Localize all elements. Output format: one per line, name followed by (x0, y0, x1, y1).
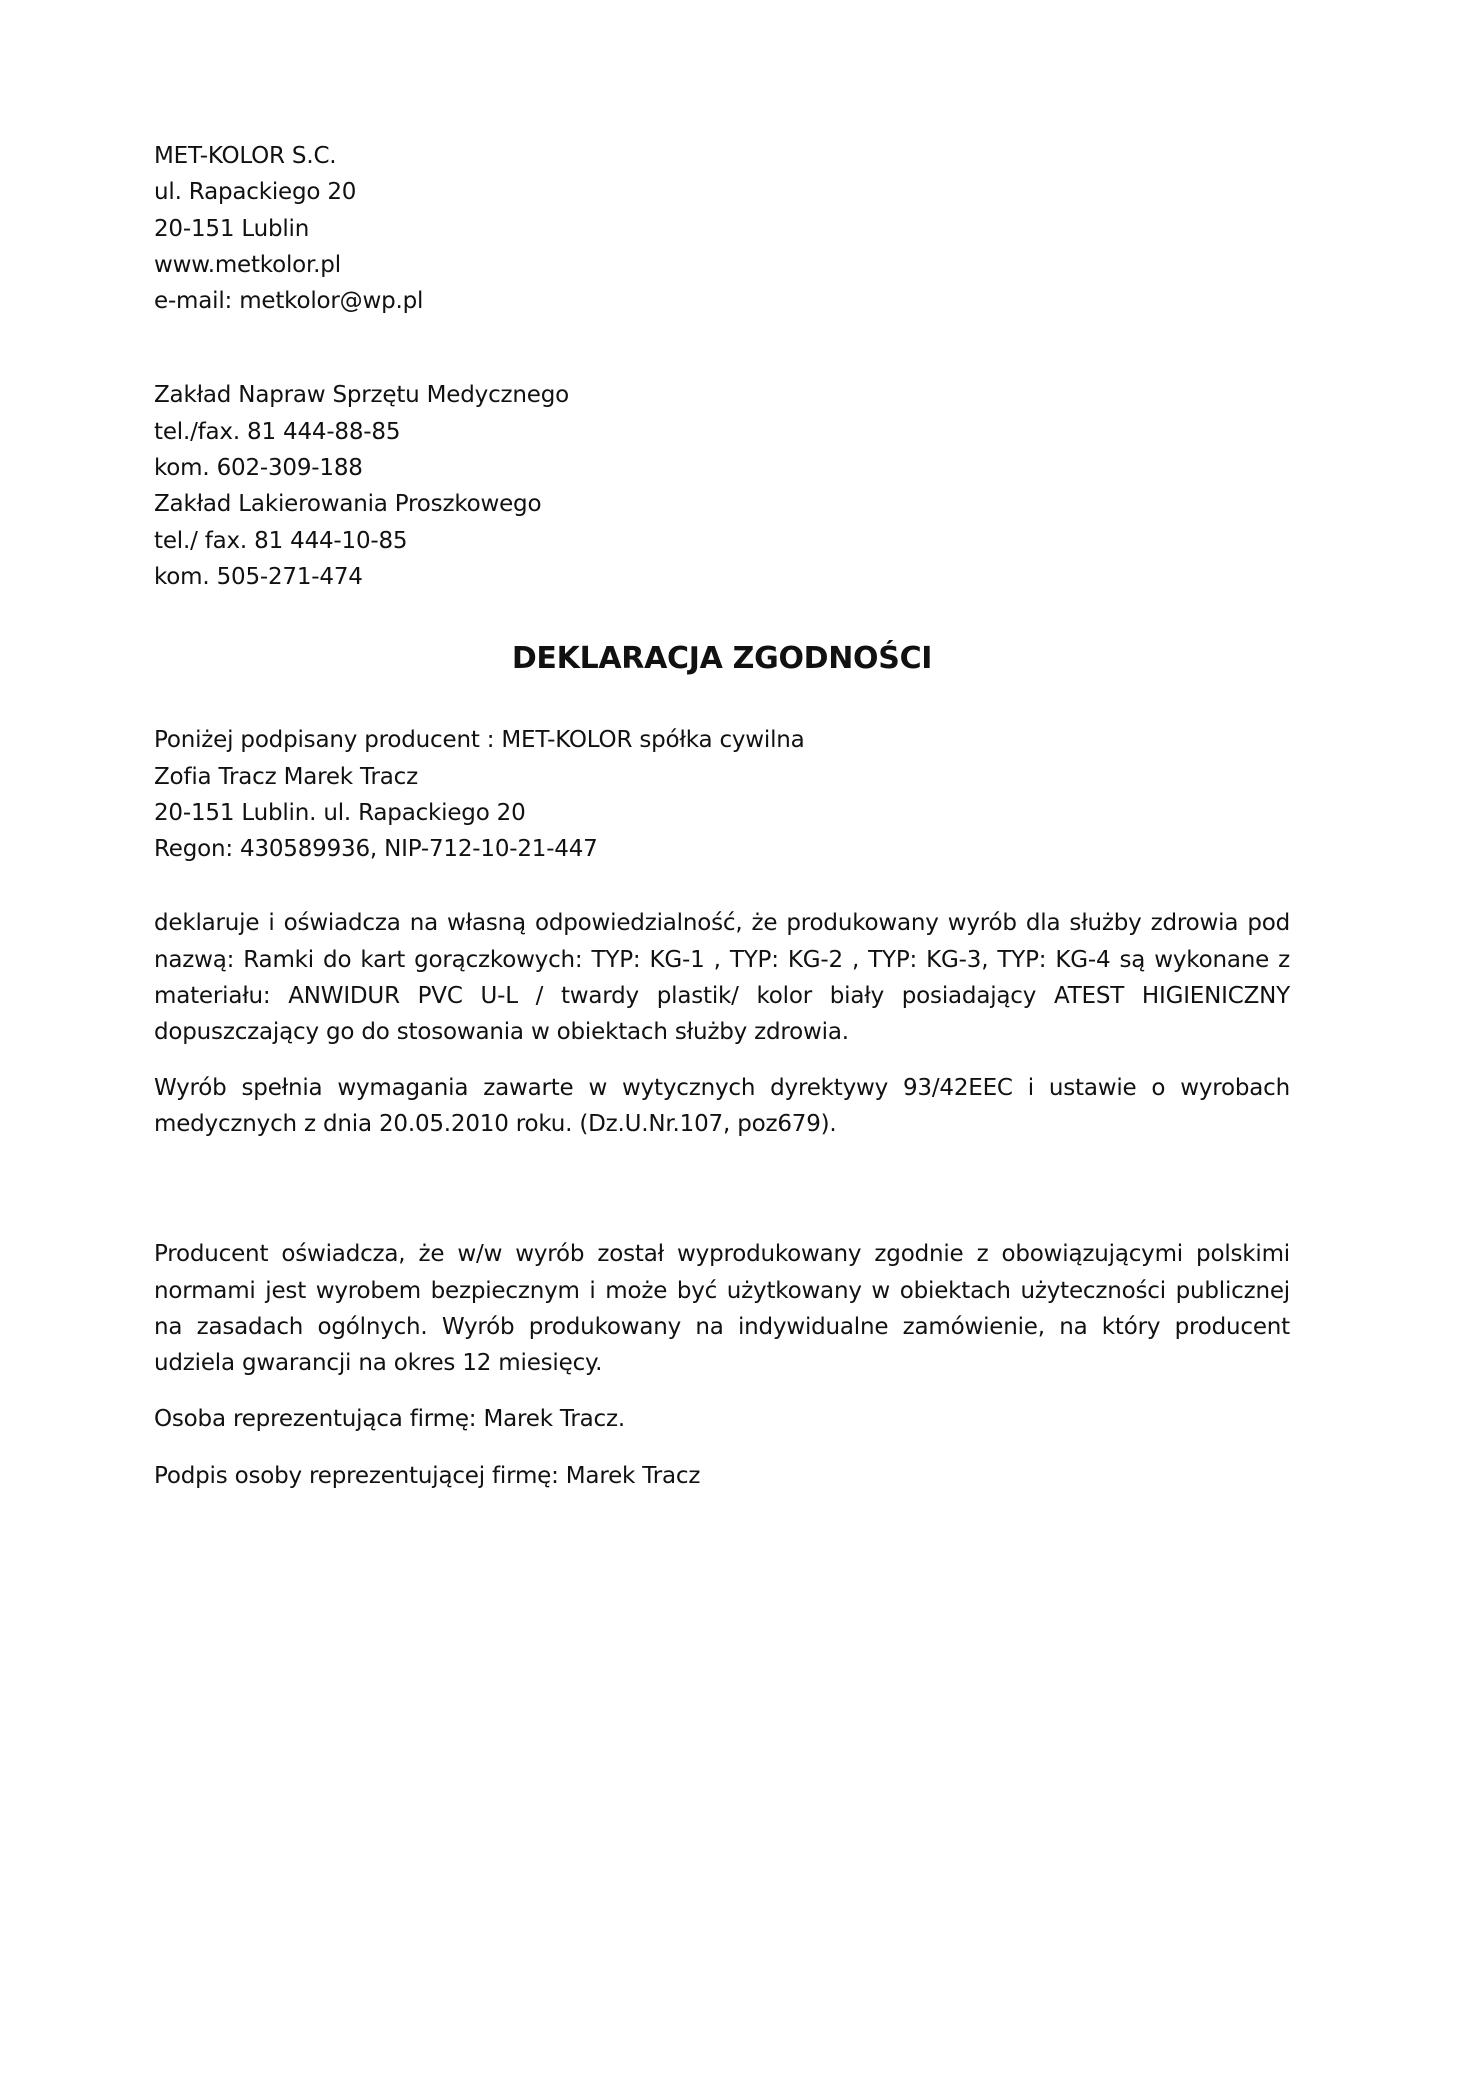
producer-line-2: Zofia Tracz Marek Tracz (154, 763, 418, 790)
company-email: e-mail: metkolor@wp.pl (154, 288, 424, 315)
painting-service-mobile: kom. 505-271-474 (154, 563, 363, 590)
producer-line-1: Poniżej podpisany producent : MET-KOLOR spółka cywilna (154, 727, 805, 754)
representative-line: Osoba reprezentująca firmę: Marek Tracz. (154, 1406, 625, 1433)
painting-service-phone: tel./ fax. 81 444-10-85 (154, 527, 408, 554)
repair-service-mobile: kom. 602-309-188 (154, 455, 363, 482)
directive-paragraph: Wyrób spełnia wymagania zawarte w wytycznych dyrektywy 93/42EEC i ustawie o wyrobach medycznych z dnia 20.05.2010 roku. (Dz.U.Nr.107, poz679). (154, 1074, 1290, 1137)
repair-service-phone: tel./fax. 81 444-88-85 (154, 418, 401, 445)
document-title: DEKLARACJA ZGODNOŚCI (511, 641, 933, 677)
company-street: ul. Rapackiego 20 (154, 179, 357, 206)
statement-paragraph: Producent oświadcza, że w/w wyrób został wyprodukowany zgodnie z obowiązującymi polskimi normami jest wyrobem bezpiecznym i może być użytkowany w obiektach użyteczności publicznej na zasadach ogólnych. Wyrób produkowany na indywidualne zamówienie, na który producent udziela gwarancji na okres 12 miesięcy. (154, 1241, 1290, 1377)
declaration-paragraph: deklaruje i oświadcza na własną odpowiedzialność, że produkowany wyrób dla służby zdrowia pod nazwą: Ramki do kart gorączkowych: TYP: KG-1 , TYP: KG-2 , TYP: KG-3, TYP: KG-4 są wykonane z materiału: ANWIDUR PVC U-L / twardy plastik/ kolor biały posiadający ATEST HIGIENICZNY dopuszczający go do stosowania w obiektach służby zdrowia. (154, 910, 1290, 1046)
painting-service-name: Zakład Lakierowania Proszkowego (154, 491, 542, 518)
services-block (154, 377, 1290, 595)
repair-service-name: Zakład Napraw Sprzętu Medycznego (154, 382, 569, 409)
producer-line-3: 20-151 Lublin. ul. Rapackiego 20 (154, 799, 526, 826)
producer-line-4: Regon: 430589936, NIP-712-10-21-447 (154, 836, 598, 863)
document-content (154, 138, 1290, 1494)
signature-line: Podpis osoby reprezentującej firmę: Marek Tracz (154, 1462, 701, 1489)
company-website: www.metkolor.pl (154, 251, 341, 278)
company-name: MET-KOLOR S.C. (154, 143, 337, 169)
producer-block (154, 722, 1290, 867)
company-city: 20-151 Lublin (154, 215, 310, 242)
company-header (154, 138, 1290, 319)
